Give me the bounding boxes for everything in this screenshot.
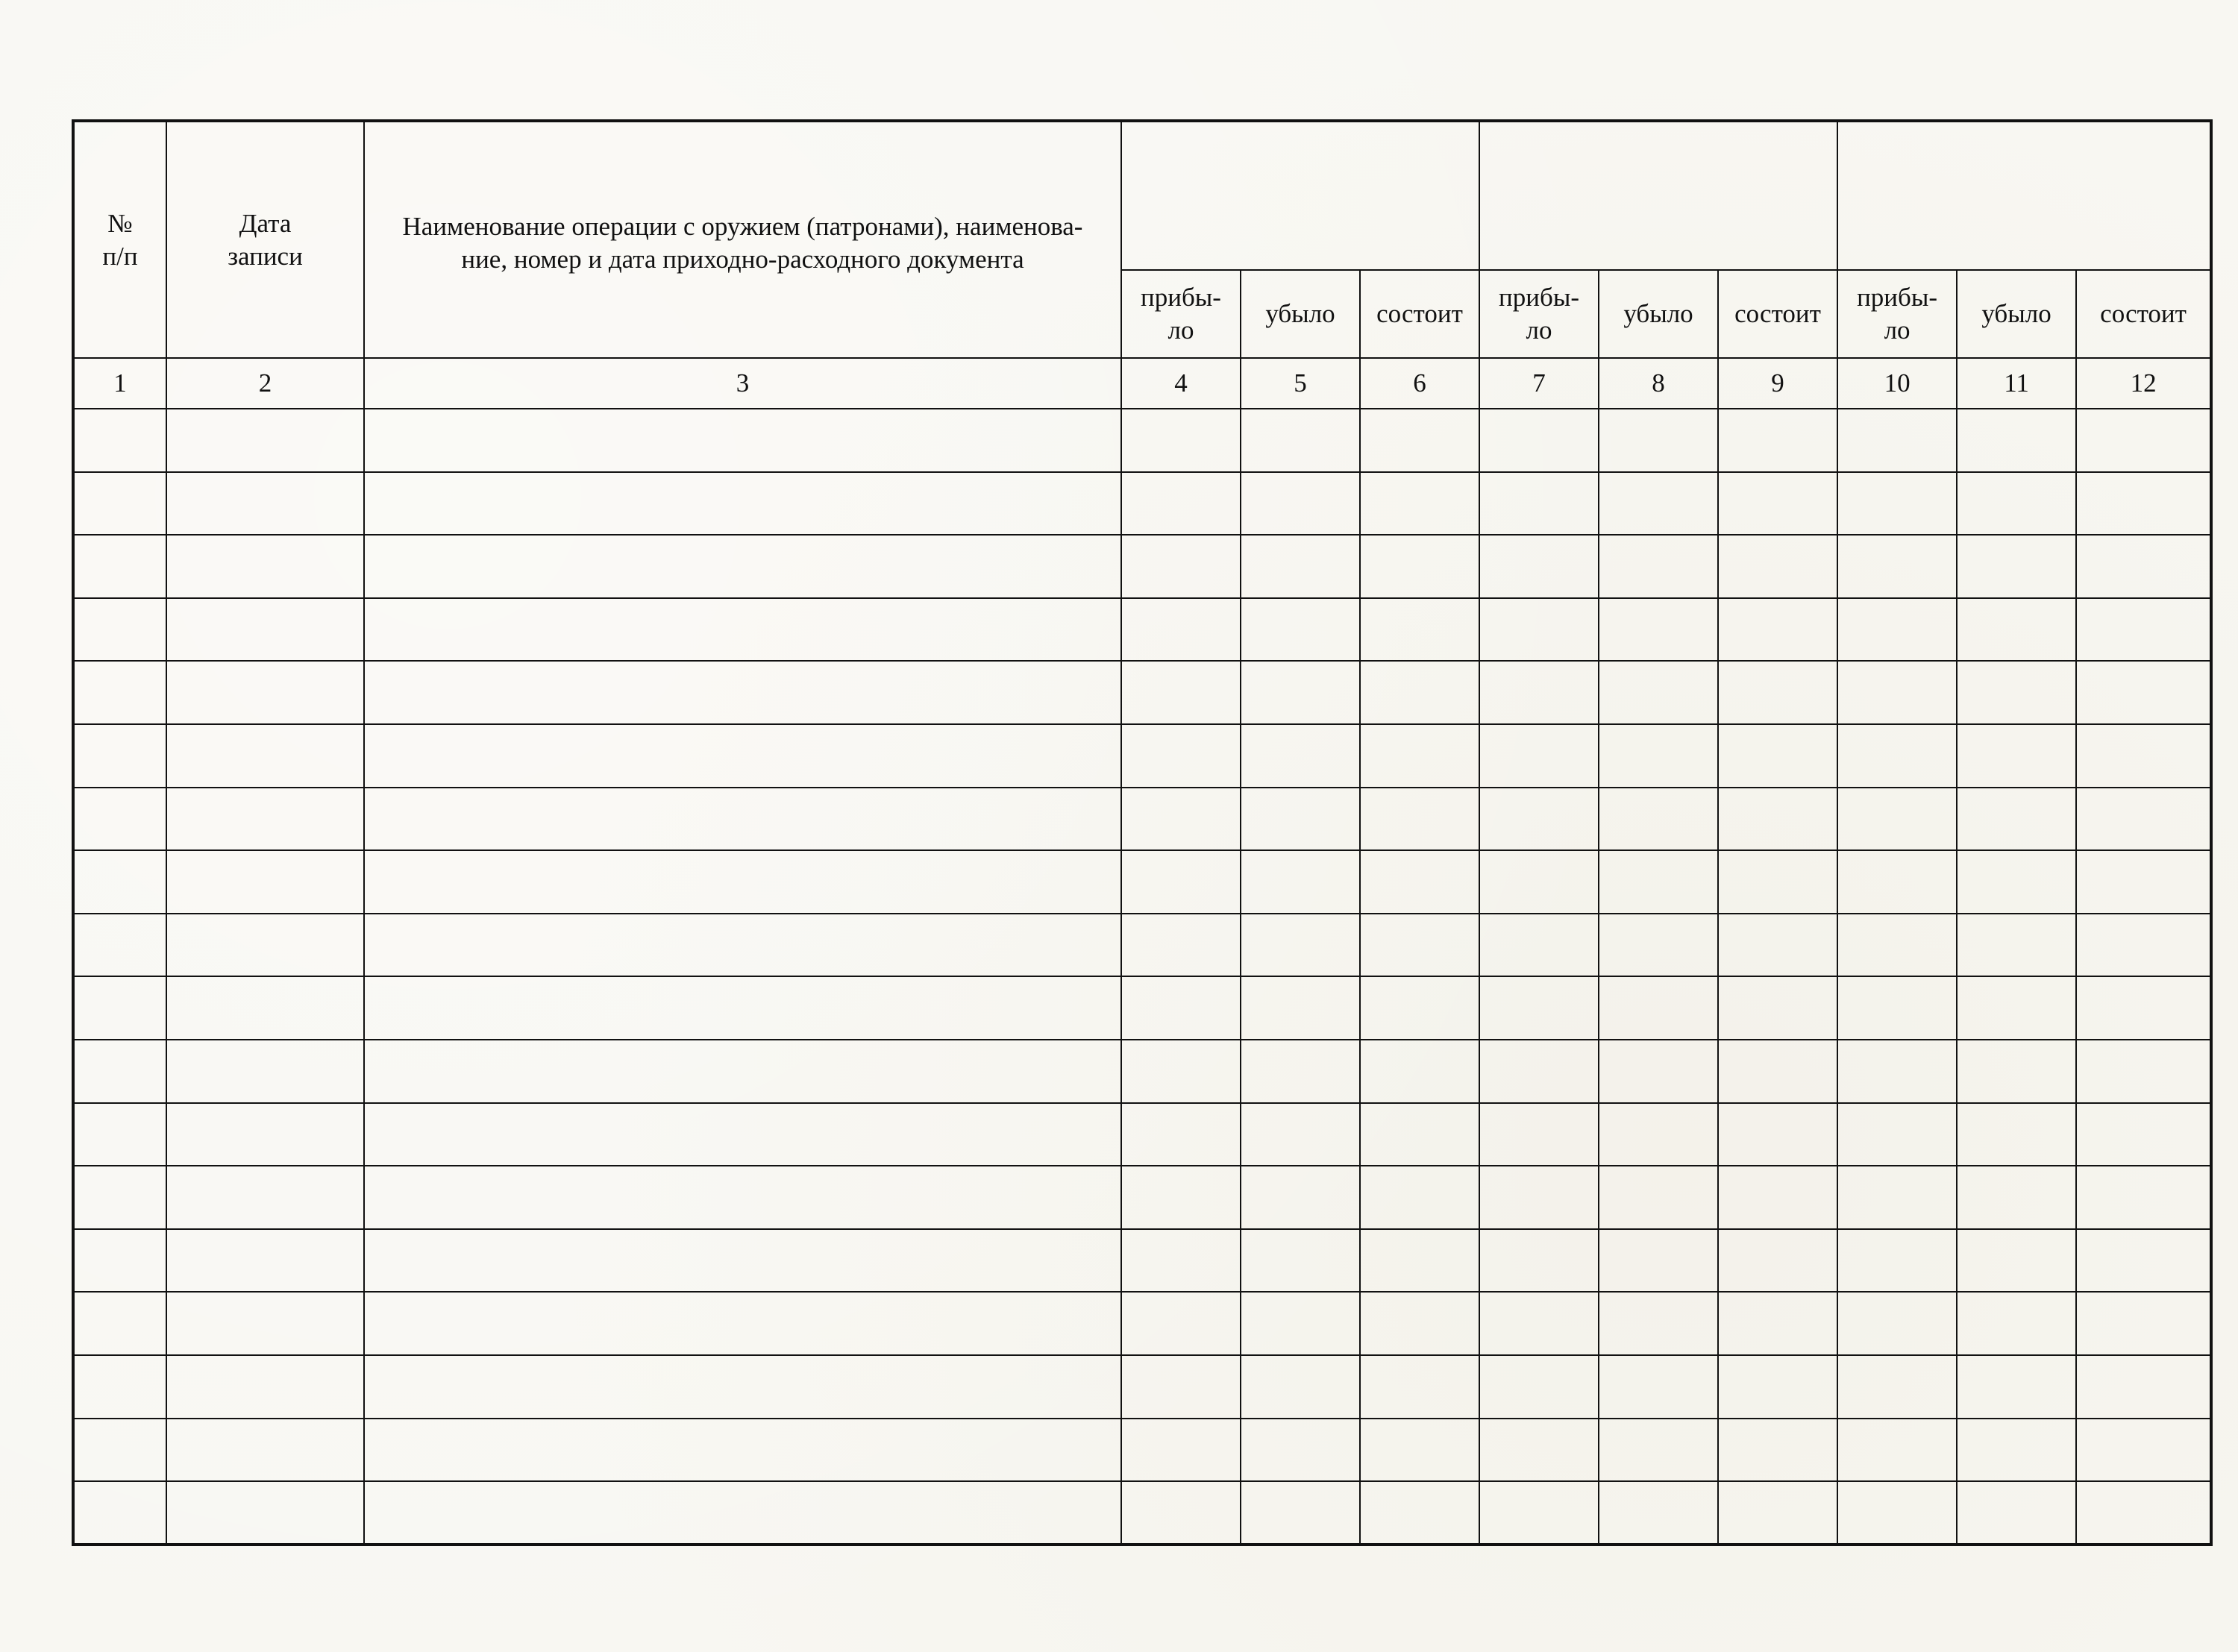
table-cell[interactable] <box>364 1040 1121 1103</box>
table-cell[interactable] <box>2076 724 2211 788</box>
table-cell[interactable] <box>1718 1355 1837 1419</box>
table-cell[interactable] <box>364 472 1121 536</box>
table-cell[interactable] <box>1360 472 1479 536</box>
table-cell[interactable] <box>1599 1419 1718 1482</box>
table-cell[interactable] <box>166 1292 364 1355</box>
table-cell[interactable] <box>364 598 1121 662</box>
table-row <box>73 914 2211 977</box>
table-cell[interactable] <box>73 535 166 598</box>
table-cell[interactable] <box>1957 914 2076 977</box>
table-cell[interactable] <box>1957 598 2076 662</box>
table-cell[interactable] <box>73 661 166 724</box>
table-cell[interactable] <box>1957 788 2076 851</box>
table-row <box>73 788 2211 851</box>
column-number: 7 <box>1479 358 1599 409</box>
table-cell[interactable] <box>2076 1481 2211 1545</box>
table-cell[interactable] <box>1957 1419 2076 1482</box>
table-cell[interactable] <box>1599 724 1718 788</box>
table-cell[interactable] <box>1957 1103 2076 1166</box>
table-cell[interactable] <box>364 409 1121 472</box>
table-cell[interactable] <box>1479 535 1599 598</box>
table-cell[interactable] <box>1718 1040 1837 1103</box>
table-cell[interactable] <box>1121 1040 1241 1103</box>
table-cell[interactable] <box>166 724 364 788</box>
table-cell[interactable] <box>1479 1419 1599 1482</box>
table-cell[interactable] <box>166 850 364 914</box>
table-cell[interactable] <box>1360 976 1479 1040</box>
table-cell[interactable] <box>1360 850 1479 914</box>
table-cell[interactable] <box>1479 1292 1599 1355</box>
table-cell[interactable] <box>1718 535 1837 598</box>
table-cell[interactable] <box>2076 850 2211 914</box>
header-row-top <box>73 121 2211 270</box>
header-departed-3: убыло <box>1957 270 2076 358</box>
table-cell[interactable] <box>73 850 166 914</box>
table-row <box>73 1229 2211 1293</box>
column-number: 2 <box>166 358 364 409</box>
table-cell[interactable] <box>166 1229 364 1293</box>
table-cell[interactable] <box>1360 724 1479 788</box>
table-cell[interactable] <box>1837 472 1957 536</box>
table-cell[interactable] <box>1479 850 1599 914</box>
log-entries-body <box>73 409 2211 1545</box>
table-cell[interactable] <box>1241 724 1360 788</box>
table-cell[interactable] <box>364 1355 1121 1419</box>
table-cell[interactable] <box>1837 535 1957 598</box>
table-cell[interactable] <box>1121 409 1241 472</box>
header-group-2 <box>1479 121 1837 270</box>
table-cell[interactable] <box>1957 409 2076 472</box>
table-cell[interactable] <box>1599 472 1718 536</box>
table-cell[interactable] <box>2076 1355 2211 1419</box>
table-cell[interactable] <box>364 1481 1121 1545</box>
table-cell[interactable] <box>1121 1292 1241 1355</box>
table-cell[interactable] <box>2076 1040 2211 1103</box>
table-cell[interactable] <box>1241 850 1360 914</box>
table-cell[interactable] <box>1718 1419 1837 1482</box>
column-number: 1 <box>73 358 166 409</box>
table-row <box>73 1040 2211 1103</box>
table-cell[interactable] <box>1957 661 2076 724</box>
table-cell[interactable] <box>1479 598 1599 662</box>
table-cell[interactable] <box>1718 1103 1837 1166</box>
table-cell[interactable] <box>2076 976 2211 1040</box>
column-number: 10 <box>1837 358 1957 409</box>
table-row <box>73 535 2211 598</box>
table-cell[interactable] <box>2076 1166 2211 1229</box>
table-cell[interactable] <box>1360 1103 1479 1166</box>
table-cell[interactable] <box>1957 1481 2076 1545</box>
table-cell[interactable] <box>1599 1481 1718 1545</box>
table-cell[interactable] <box>1121 661 1241 724</box>
header-group-3 <box>1837 121 2211 270</box>
table-cell[interactable] <box>73 914 166 977</box>
table-cell[interactable] <box>364 1166 1121 1229</box>
table-cell[interactable] <box>1241 914 1360 977</box>
column-number: 11 <box>1957 358 2076 409</box>
table-cell[interactable] <box>1479 661 1599 724</box>
table-cell[interactable] <box>1241 535 1360 598</box>
table-cell[interactable] <box>1837 1292 1957 1355</box>
table-row <box>73 409 2211 472</box>
table-cell[interactable] <box>1718 976 1837 1040</box>
table-cell[interactable] <box>2076 1419 2211 1482</box>
table-cell[interactable] <box>1599 914 1718 977</box>
table-cell[interactable] <box>1241 976 1360 1040</box>
table-row <box>73 976 2211 1040</box>
table-cell[interactable] <box>364 788 1121 851</box>
table-row <box>73 1166 2211 1229</box>
table-cell[interactable] <box>1241 598 1360 662</box>
column-number: 9 <box>1718 358 1837 409</box>
table-row <box>73 850 2211 914</box>
table-cell[interactable] <box>1599 1166 1718 1229</box>
table-row <box>73 472 2211 536</box>
table-cell[interactable] <box>73 788 166 851</box>
table-cell[interactable] <box>1121 914 1241 977</box>
table-cell[interactable] <box>166 788 364 851</box>
table-cell[interactable] <box>364 976 1121 1040</box>
table-row <box>73 661 2211 724</box>
column-number: 3 <box>364 358 1121 409</box>
table-row <box>73 1292 2211 1355</box>
table-cell[interactable] <box>1121 1103 1241 1166</box>
table-cell[interactable] <box>1599 1292 1718 1355</box>
table-cell[interactable] <box>1957 976 2076 1040</box>
table-cell[interactable] <box>2076 409 2211 472</box>
table-cell[interactable] <box>1718 850 1837 914</box>
table-cell[interactable] <box>1479 976 1599 1040</box>
table-cell[interactable] <box>166 1419 364 1482</box>
table-cell[interactable] <box>1241 472 1360 536</box>
table-cell[interactable] <box>1241 1040 1360 1103</box>
table-cell[interactable] <box>364 1292 1121 1355</box>
table-cell[interactable] <box>2076 472 2211 536</box>
table-cell[interactable] <box>1599 661 1718 724</box>
header-cell-date <box>166 121 364 358</box>
table-cell[interactable] <box>1360 1229 1479 1293</box>
column-number-row <box>73 358 2211 409</box>
table-cell[interactable] <box>1360 409 1479 472</box>
table-cell[interactable] <box>1241 1419 1360 1482</box>
table-cell[interactable] <box>1837 914 1957 977</box>
table-cell[interactable] <box>2076 1103 2211 1166</box>
table-cell[interactable] <box>73 1481 166 1545</box>
table-row <box>73 1103 2211 1166</box>
header-arrived-2: прибы- ло <box>1479 270 1599 358</box>
table-cell[interactable] <box>73 1040 166 1103</box>
table-cell[interactable] <box>1599 1229 1718 1293</box>
header-cell-number <box>73 121 166 358</box>
table-cell[interactable] <box>1718 1292 1837 1355</box>
table-cell[interactable] <box>1837 598 1957 662</box>
table-cell[interactable] <box>1957 472 2076 536</box>
table-cell[interactable] <box>1837 1103 1957 1166</box>
table-cell[interactable] <box>1121 1229 1241 1293</box>
header-departed-1: убыло <box>1241 270 1360 358</box>
table-cell[interactable] <box>73 1419 166 1482</box>
table-cell[interactable] <box>1718 1229 1837 1293</box>
table-cell[interactable] <box>364 661 1121 724</box>
table-cell[interactable] <box>166 598 364 662</box>
table-cell[interactable] <box>1479 914 1599 977</box>
table-cell[interactable] <box>1121 1419 1241 1482</box>
weapons-log-table <box>72 119 2213 1546</box>
table-cell[interactable] <box>1718 661 1837 724</box>
table-cell[interactable] <box>1360 1419 1479 1482</box>
table-cell[interactable] <box>1599 788 1718 851</box>
table-cell[interactable] <box>2076 1229 2211 1293</box>
table-cell[interactable] <box>364 1103 1121 1166</box>
column-number: 8 <box>1599 358 1718 409</box>
header-group-1 <box>1121 121 1479 270</box>
table-cell[interactable] <box>2076 535 2211 598</box>
table-cell[interactable] <box>1599 1040 1718 1103</box>
table-cell[interactable] <box>1360 535 1479 598</box>
table-cell[interactable] <box>166 1166 364 1229</box>
table-cell[interactable] <box>1121 724 1241 788</box>
table-cell[interactable] <box>1479 788 1599 851</box>
table-cell[interactable] <box>166 1355 364 1419</box>
table-cell[interactable] <box>73 1229 166 1293</box>
table-cell[interactable] <box>1121 535 1241 598</box>
table-cell[interactable] <box>2076 1292 2211 1355</box>
table-cell[interactable] <box>1241 1229 1360 1293</box>
table-cell[interactable] <box>1599 535 1718 598</box>
table-cell[interactable] <box>166 535 364 598</box>
table-cell[interactable] <box>1957 1229 2076 1293</box>
table-cell[interactable] <box>1957 535 2076 598</box>
table-cell[interactable] <box>166 976 364 1040</box>
table-cell[interactable] <box>1599 1103 1718 1166</box>
table-cell[interactable] <box>73 724 166 788</box>
table-cell[interactable] <box>73 976 166 1040</box>
table-cell[interactable] <box>1837 1166 1957 1229</box>
table-cell[interactable] <box>1360 1040 1479 1103</box>
table-cell[interactable] <box>1837 1040 1957 1103</box>
table-cell[interactable] <box>1241 1355 1360 1419</box>
table-cell[interactable] <box>166 1040 364 1103</box>
table-cell[interactable] <box>1957 1040 2076 1103</box>
table-cell[interactable] <box>166 472 364 536</box>
table-cell[interactable] <box>166 914 364 977</box>
column-number: 5 <box>1241 358 1360 409</box>
header-operation-label: Наименование операции с оружием (патронами), наименова- ние, номер и дата приходно-расходного документа <box>402 212 1083 274</box>
table-cell[interactable] <box>364 1419 1121 1482</box>
table-cell[interactable] <box>1479 1355 1599 1419</box>
table-cell[interactable] <box>1957 1355 2076 1419</box>
table-cell[interactable] <box>1121 1481 1241 1545</box>
table-cell[interactable] <box>1957 1166 2076 1229</box>
header-cell-operation <box>364 121 1121 358</box>
table-cell[interactable] <box>1599 1355 1718 1419</box>
column-number: 6 <box>1360 358 1479 409</box>
table-cell[interactable] <box>1718 724 1837 788</box>
table-cell[interactable] <box>1360 1292 1479 1355</box>
table-cell[interactable] <box>364 850 1121 914</box>
table-cell[interactable] <box>1837 1419 1957 1482</box>
table-cell[interactable] <box>2076 661 2211 724</box>
table-row <box>73 1355 2211 1419</box>
table-cell[interactable] <box>1718 1166 1837 1229</box>
table-cell[interactable] <box>73 1103 166 1166</box>
table-cell[interactable] <box>1957 1292 2076 1355</box>
table-cell[interactable] <box>1837 661 1957 724</box>
table-cell[interactable] <box>1360 1481 1479 1545</box>
table-cell[interactable] <box>2076 598 2211 662</box>
header-arrived-1: прибы- ло <box>1121 270 1241 358</box>
table-row <box>73 598 2211 662</box>
table-row <box>73 1481 2211 1545</box>
table-cell[interactable] <box>1360 788 1479 851</box>
header-date-label: Дата записи <box>228 208 303 271</box>
table-cell[interactable] <box>364 724 1121 788</box>
table-cell[interactable] <box>1599 598 1718 662</box>
table-cell[interactable] <box>73 472 166 536</box>
table-cell[interactable] <box>1121 788 1241 851</box>
table-cell[interactable] <box>1479 472 1599 536</box>
table-cell[interactable] <box>1479 409 1599 472</box>
table-cell[interactable] <box>166 661 364 724</box>
table-cell[interactable] <box>1121 976 1241 1040</box>
table-cell[interactable] <box>1837 976 1957 1040</box>
table-cell[interactable] <box>166 1103 364 1166</box>
table-cell[interactable] <box>73 598 166 662</box>
table-row <box>73 724 2211 788</box>
table-cell[interactable] <box>1241 661 1360 724</box>
table-cell[interactable] <box>1479 1040 1599 1103</box>
table-cell[interactable] <box>1121 1355 1241 1419</box>
table-cell[interactable] <box>1360 661 1479 724</box>
table-cell[interactable] <box>1360 1166 1479 1229</box>
table-cell[interactable] <box>1479 1481 1599 1545</box>
table-cell[interactable] <box>1241 1166 1360 1229</box>
table-row <box>73 1419 2211 1482</box>
table-cell[interactable] <box>1121 472 1241 536</box>
table-cell[interactable] <box>1121 850 1241 914</box>
header-departed-2: убыло <box>1599 270 1718 358</box>
table-cell[interactable] <box>73 1292 166 1355</box>
table-cell[interactable] <box>73 409 166 472</box>
header-consists-3: состоит <box>2076 270 2211 358</box>
table-cell[interactable] <box>1718 472 1837 536</box>
table-cell[interactable] <box>1479 1103 1599 1166</box>
table-cell[interactable] <box>1837 1229 1957 1293</box>
table-cell[interactable] <box>1241 409 1360 472</box>
table-cell[interactable] <box>1121 1166 1241 1229</box>
table-cell[interactable] <box>1718 409 1837 472</box>
table-cell[interactable] <box>1718 598 1837 662</box>
table-cell[interactable] <box>1599 409 1718 472</box>
table-cell[interactable] <box>1599 850 1718 914</box>
table-cell[interactable] <box>1241 788 1360 851</box>
header-consists-2: состоит <box>1718 270 1837 358</box>
table-cell[interactable] <box>1837 1355 1957 1419</box>
table-cell[interactable] <box>166 1481 364 1545</box>
header-arrived-3: прибы- ло <box>1837 270 1957 358</box>
table-cell[interactable] <box>1479 1166 1599 1229</box>
table-cell[interactable] <box>364 535 1121 598</box>
header-number-label: № п/п <box>102 208 138 271</box>
table-cell[interactable] <box>166 409 364 472</box>
table-cell[interactable] <box>73 1166 166 1229</box>
table-cell[interactable] <box>1837 1481 1957 1545</box>
table-cell[interactable] <box>1718 1481 1837 1545</box>
table-cell[interactable] <box>1599 976 1718 1040</box>
table-cell[interactable] <box>1837 788 1957 851</box>
table-cell[interactable] <box>1360 598 1479 662</box>
table-cell[interactable] <box>1360 914 1479 977</box>
column-number: 12 <box>2076 358 2211 409</box>
table-cell[interactable] <box>1360 1355 1479 1419</box>
table-cell[interactable] <box>1241 1103 1360 1166</box>
table-cell[interactable] <box>364 914 1121 977</box>
table-cell[interactable] <box>2076 914 2211 977</box>
table-cell[interactable] <box>1718 788 1837 851</box>
header-consists-1: состоит <box>1360 270 1479 358</box>
table-cell[interactable] <box>1479 724 1599 788</box>
table-cell[interactable] <box>1837 850 1957 914</box>
table-cell[interactable] <box>1121 598 1241 662</box>
table-cell[interactable] <box>1957 724 2076 788</box>
table-cell[interactable] <box>73 1355 166 1419</box>
table-cell[interactable] <box>1241 1481 1360 1545</box>
table-cell[interactable] <box>1479 1229 1599 1293</box>
table-cell[interactable] <box>2076 788 2211 851</box>
table-cell[interactable] <box>1957 850 2076 914</box>
table-cell[interactable] <box>364 1229 1121 1293</box>
table-cell[interactable] <box>1718 914 1837 977</box>
column-number: 4 <box>1121 358 1241 409</box>
table-cell[interactable] <box>1837 724 1957 788</box>
table-cell[interactable] <box>1837 409 1957 472</box>
table-cell[interactable] <box>1241 1292 1360 1355</box>
